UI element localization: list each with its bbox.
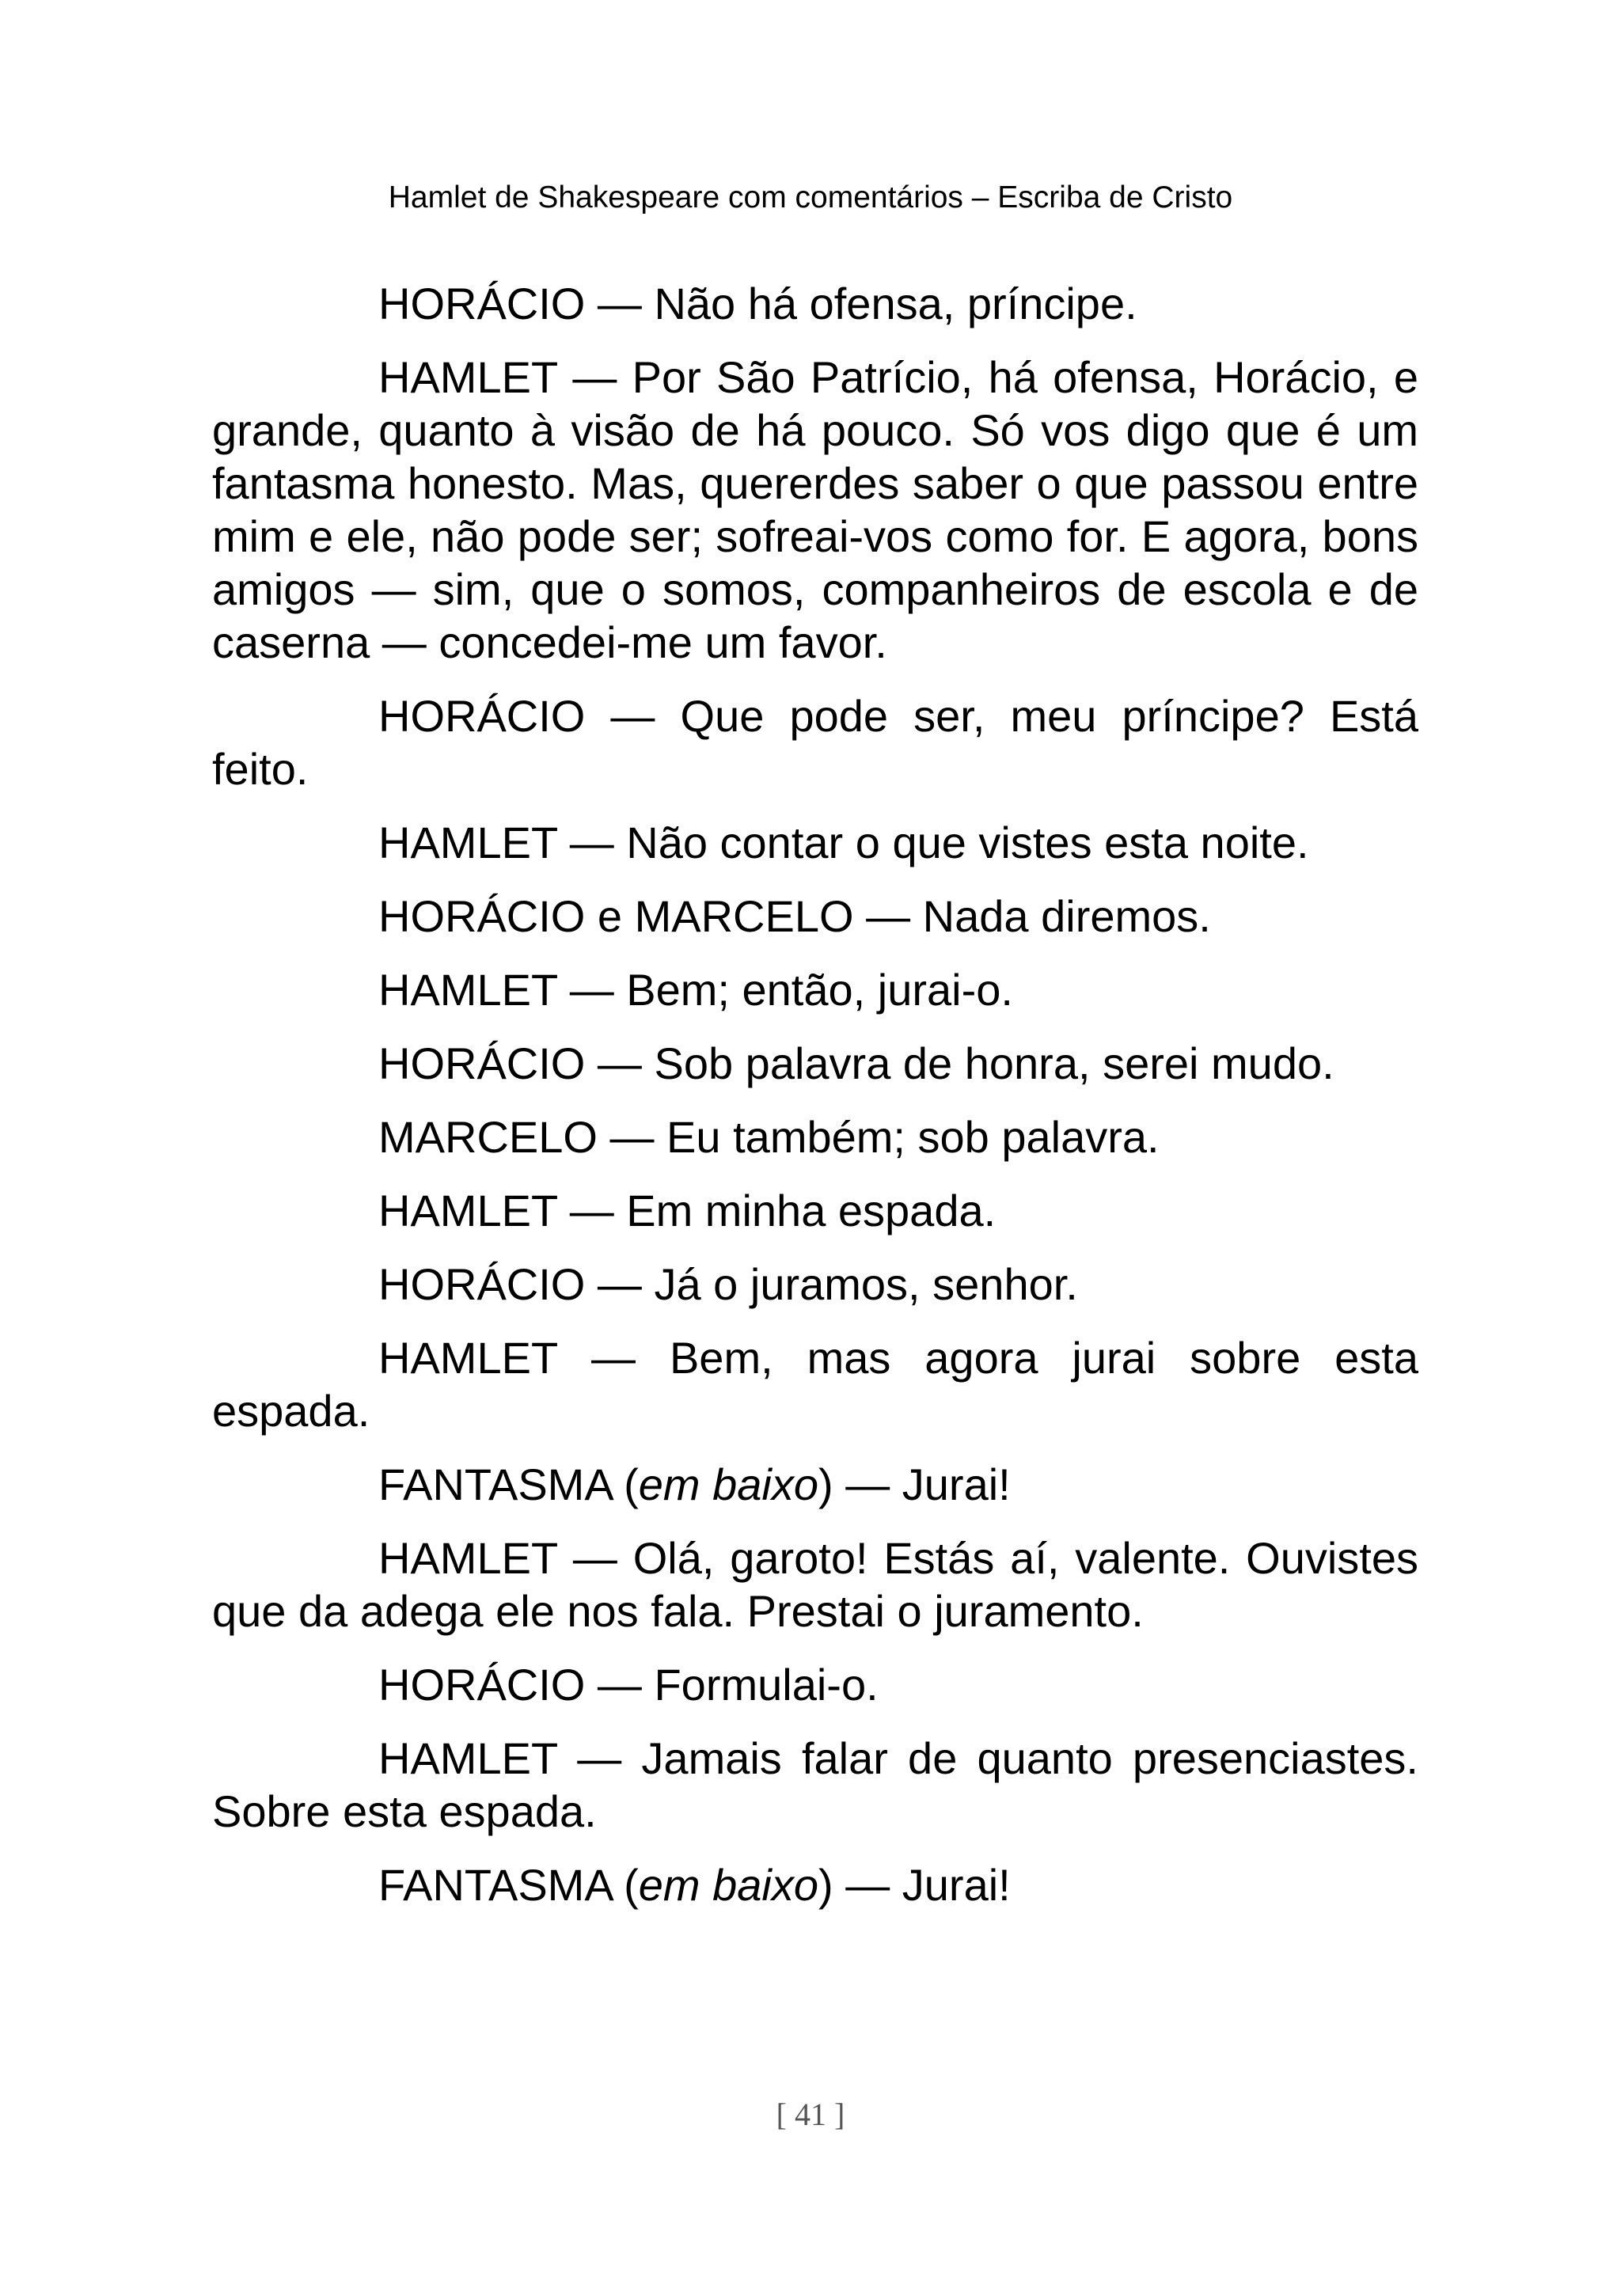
dialogue-line: HORÁCIO — Que pode ser, meu príncipe? Está feito. (212, 691, 1418, 794)
dialogue-line: HORÁCIO — Já o juramos, senhor. (378, 1259, 1078, 1309)
dialogue-line (212, 1858, 1418, 1911)
speaker-label: FANTASMA ( (378, 1459, 639, 1509)
dialogue-rest: ) — Jurai! (818, 1459, 1011, 1509)
dialogue-line: HAMLET — Bem, mas agora jurai sobre esta espada. (212, 1333, 1418, 1436)
dialogue-line: MARCELO — Eu também; sob palavra. (378, 1112, 1160, 1162)
dialogue-line: HAMLET — Por São Patrício, há ofensa, Horácio, e grande, quanto à visão de há pouco. Só vos digo que é um fantasma honesto. Mas, quererdes saber o que passou entre mim e ele, não pode ser; sofreai-vos como for. E agora, bons amigos — sim, que o somos, companheiros de escola e de caserna — concedei-me um favor. (212, 352, 1418, 667)
play-text (212, 277, 1418, 1932)
dialogue-line: HAMLET — Olá, garoto! Estás aí, valente. Ouvistes que da adega ele nos fala. Prestai o juramento. (212, 1533, 1418, 1636)
dialogue-line: HAMLET — Bem; então, jurai-o. (378, 965, 1013, 1015)
stage-direction: em baixo (638, 1860, 819, 1910)
stage-direction: em baixo (638, 1459, 819, 1509)
dialogue-line (212, 1458, 1418, 1511)
dialogue-line: HAMLET — Jamais falar de quanto presenciastes. Sobre esta espada. (212, 1733, 1418, 1836)
page-number: [ 41 ] (776, 2097, 845, 2132)
running-header: Hamlet de Shakespeare com comentários – Escriba de Cristo (388, 180, 1233, 214)
dialogue-line: HORÁCIO — Sob palavra de honra, serei mudo. (378, 1038, 1334, 1088)
dialogue-line: HORÁCIO e MARCELO — Nada diremos. (378, 891, 1211, 941)
dialogue-line: HORÁCIO — Formulai-o. (378, 1660, 879, 1710)
dialogue-line: HORÁCIO — Não há ofensa, príncipe. (378, 279, 1137, 328)
dialogue-rest: ) — Jurai! (818, 1860, 1011, 1910)
dialogue-line: HAMLET — Não contar o que vistes esta noite. (378, 818, 1309, 867)
dialogue-line: HAMLET — Em minha espada. (378, 1186, 997, 1235)
speaker-label: FANTASMA ( (378, 1860, 639, 1910)
